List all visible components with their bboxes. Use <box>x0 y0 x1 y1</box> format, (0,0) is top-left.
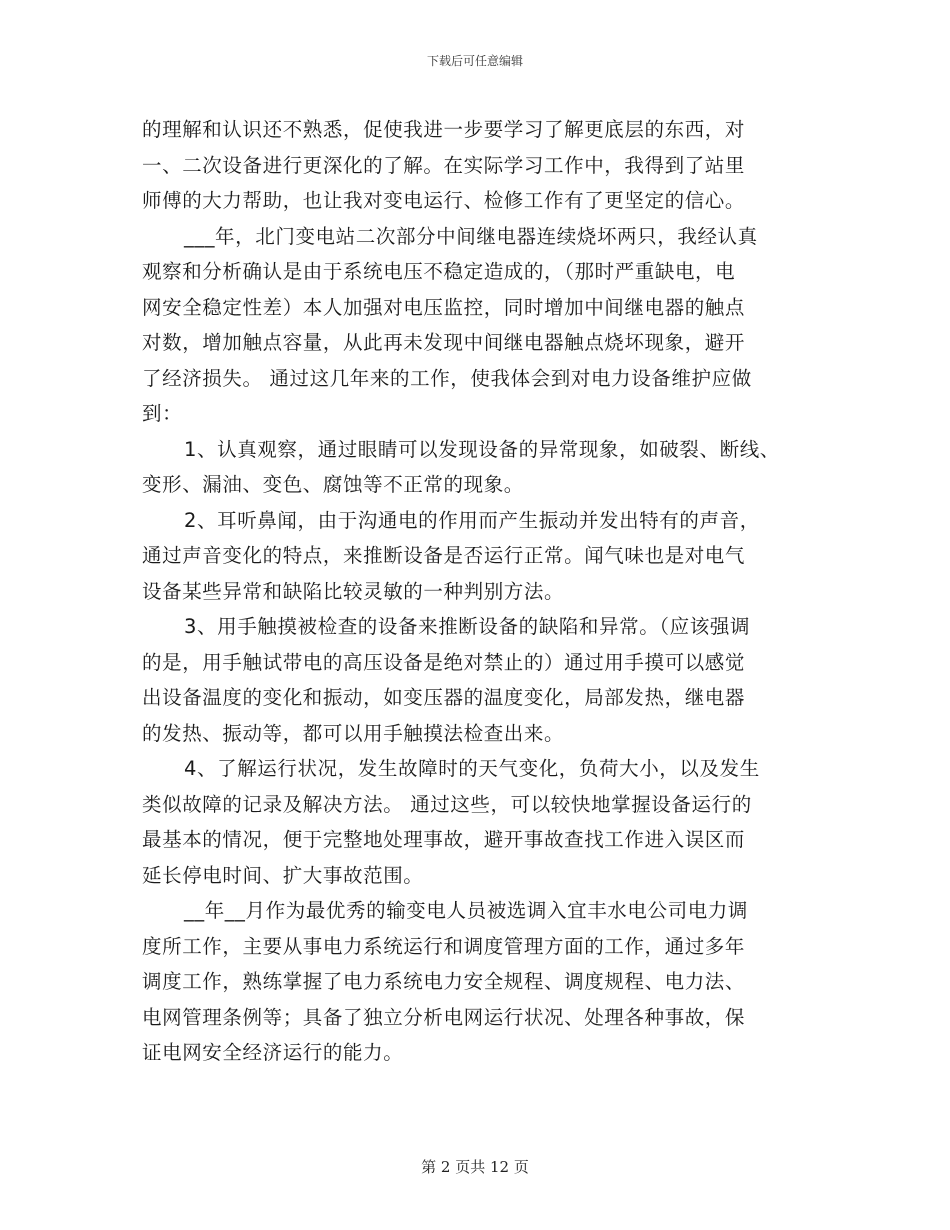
text-line: 通过声音变化的特点，来推断设备是否运行正常。闻气味也是对电气 <box>142 544 746 567</box>
text-line: 对数，增加触点容量，从此再未发现中间继电器触点烧坏现象，避开 <box>142 331 746 354</box>
body-text <box>142 112 822 1071</box>
text-line: 出设备温度的变化和振动，如变压器的温度变化，局部发热，继电器 <box>142 686 746 709</box>
text-line: 的是，用手触试带电的高压设备是绝对禁止的）通过用手摸可以感觉 <box>142 650 746 674</box>
text-line: 证电网安全经济运行的能力。 <box>142 1041 404 1064</box>
paragraph-start-line: ___年，北门变电站二次部分中间继电器连续烧坏两只，我经认真 <box>184 224 758 248</box>
text-line: 到： <box>142 402 183 425</box>
page-number: 第 2 页共 12 页 <box>421 1158 529 1176</box>
text-line: 观察和分析确认是由于系统电压不稳定造成的，（那时严重缺电，电 <box>142 260 736 283</box>
list-item-3-line: 3、用手触摸被检查的设备来推断设备的缺陷和异常。（应该强调 <box>184 615 751 638</box>
text-line: 师傅的大力帮助，也让我对变电运行、检修工作有了更坚定的信心。 <box>142 189 746 212</box>
text-line: 的发热、振动等，都可以用手触摸法检查出来。 <box>142 721 565 745</box>
text-line: 的理解和认识还不熟悉，促使我进一步要学习了解更底层的东西，对 <box>142 118 746 141</box>
list-item-2-line: 2、耳听鼻闻，由于沟通电的作用而产生振动并发出特有的声音， <box>184 508 760 532</box>
text-line: 设备某些异常和缺陷比较灵敏的一种判别方法。 <box>142 579 565 603</box>
text-line: 延长停电时间、扩大事故范围。 <box>142 863 424 887</box>
text-line: 最基本的情况，便于完整地处理事故，避开事故查找工作进入误区而 <box>142 828 746 851</box>
text-line: 调度工作，熟练掌握了电力系统电力安全规程、调度规程、电力法、 <box>142 970 746 993</box>
text-line: 变形、漏油、变色、腐蚀等不正常的现象。 <box>142 473 524 496</box>
list-item-1-line: 1、认真观察，通过眼睛可以发现设备的异常现象，如破裂、断线、 <box>184 437 780 461</box>
page-header: 下载后可任意编辑 <box>426 54 523 68</box>
paragraph-start-line: __年__月作为最优秀的输变电人员被选调入宜丰水电公司电力调 <box>184 899 749 922</box>
text-line: 了经济损失。 通过这几年来的工作，使我体会到对电力设备维护应做 <box>142 366 752 390</box>
list-item-4-line: 4、了解运行状况，发生故障时的天气变化，负荷大小，以及发生 <box>184 757 760 780</box>
text-line: 一、二次设备进行更深化的了解。在实际学习工作中，我得到了站里 <box>142 153 746 177</box>
text-line: 网安全稳定性差）本人加强对电压监控，同时增加中间继电器的触点 <box>142 295 746 319</box>
text-line: 度所工作，主要从事电力系统运行和调度管理方面的工作，通过多年 <box>142 934 746 958</box>
text-line: 类似故障的记录及解决方法。 通过这些，可以较快地掌握设备运行的 <box>142 792 752 816</box>
text-line: 电网管理条例等；具备了独立分析电网运行状况、处理各种事故，保 <box>142 1005 746 1029</box>
